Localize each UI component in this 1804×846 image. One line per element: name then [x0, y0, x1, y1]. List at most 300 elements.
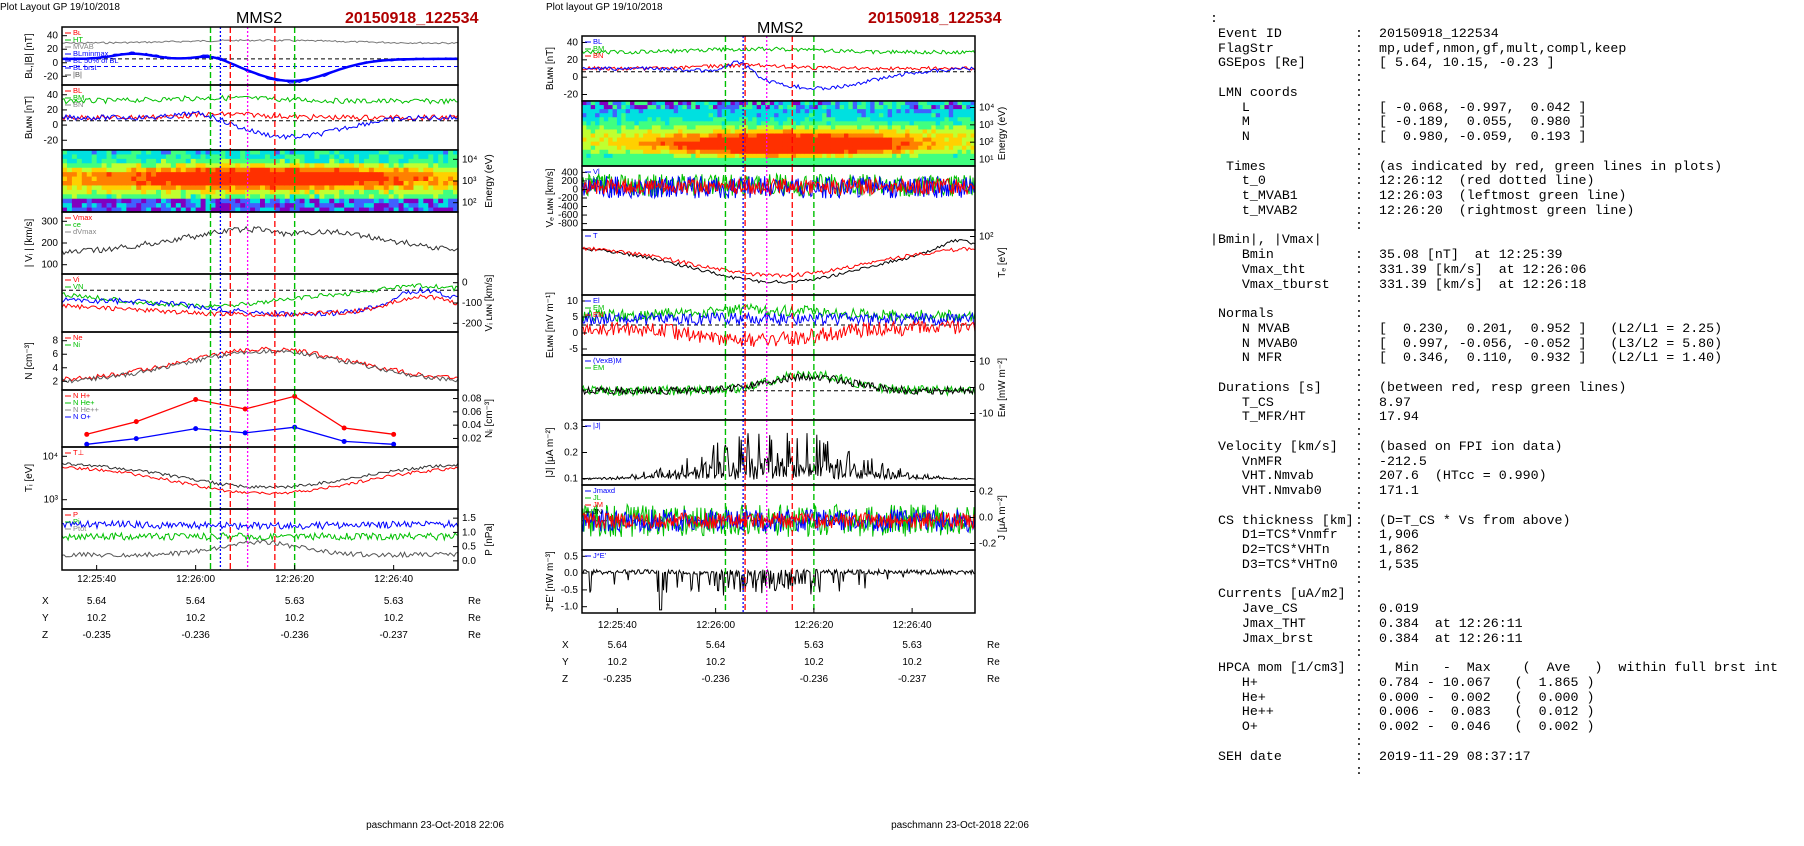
- spectrogram-cell: [840, 134, 845, 139]
- spectrogram-cell: [787, 113, 792, 118]
- spectrogram-cell: [770, 158, 775, 163]
- spectrogram-cell: [586, 134, 591, 139]
- spectrogram-cell: [936, 158, 941, 163]
- spectrogram-cell: [595, 134, 600, 139]
- spectrogram-cell: [648, 105, 653, 110]
- spectrogram-cell: [783, 129, 788, 134]
- spectrogram-cell: [438, 159, 443, 164]
- info-colon: :: [1355, 320, 1363, 336]
- spectrogram-cell: [418, 185, 423, 190]
- spectrogram-cell: [141, 181, 146, 186]
- y-tick-label: 0.04: [462, 420, 482, 432]
- spectrogram-cell: [354, 194, 359, 199]
- spectrogram-cell: [783, 125, 788, 130]
- legend-label: Bʟ: [73, 28, 82, 37]
- spectrogram-cell: [599, 146, 604, 151]
- spectrogram-cell: [591, 109, 596, 114]
- spectrogram-cell: [883, 113, 888, 118]
- spectrogram-cell: [630, 109, 635, 114]
- spectrogram-cell: [349, 185, 354, 190]
- spectrogram-cell: [161, 190, 166, 195]
- spectrogram-cell: [354, 168, 359, 173]
- spectrogram-cell: [314, 163, 319, 168]
- spectrogram-cell: [879, 142, 884, 147]
- legend-label: BN: [73, 100, 84, 109]
- spectrogram-cell: [844, 105, 849, 110]
- spectrogram-cell: [319, 154, 324, 159]
- spectrogram-cell: [62, 190, 67, 195]
- info-key: D3=TCS*VHTn0: [1210, 556, 1338, 572]
- spectrogram-cell: [840, 109, 845, 114]
- spectrogram-cell: [752, 109, 757, 114]
- spectrogram-cell: [669, 117, 674, 122]
- ne-trace: [62, 347, 458, 381]
- spectrogram-cell: [196, 163, 201, 168]
- spectrogram-cell: [265, 199, 270, 204]
- spectrogram-cell: [112, 203, 117, 208]
- spectrogram-cell: [196, 199, 201, 204]
- spectrogram-cell: [608, 105, 613, 110]
- spectrogram-cell: [97, 185, 102, 190]
- spectrogram-cell: [940, 158, 945, 163]
- spectrogram-cell: [448, 181, 453, 186]
- spectrogram-cell: [613, 105, 618, 110]
- panel-frame: [582, 230, 975, 295]
- spectrogram-cell: [853, 113, 858, 118]
- left-plot-title: MMS2: [236, 10, 283, 27]
- y-axis-label: Tₑ [eV]: [997, 247, 1008, 278]
- spectrogram-cell: [761, 121, 766, 126]
- info-row: [1210, 56, 1778, 71]
- spectrogram-cell: [586, 129, 591, 134]
- spectrogram-cell: [586, 138, 591, 143]
- spectrogram-cell: [191, 163, 196, 168]
- spectrogram-cell: [399, 203, 404, 208]
- spectrogram-cell: [748, 154, 753, 159]
- spectrogram-cell: [369, 194, 374, 199]
- spectrogram-cell: [696, 113, 701, 118]
- spectrogram-cell: [892, 121, 897, 126]
- spectrogram-cell: [617, 113, 622, 118]
- spectrogram-cell: [67, 168, 72, 173]
- spectrogram-cell: [709, 138, 714, 143]
- x-tick-label: 12:26:00: [176, 574, 216, 585]
- spectrogram-cell: [591, 154, 596, 159]
- spectrogram-cell: [374, 194, 379, 199]
- spectrogram-cell: [428, 177, 433, 182]
- spectrogram-cell: [275, 168, 280, 173]
- spectrogram-cell: [652, 129, 657, 134]
- spectrogram-cell: [805, 146, 810, 151]
- spectrogram-cell: [423, 168, 428, 173]
- spectrogram-cell: [822, 109, 827, 114]
- spectrogram-cell: [201, 190, 206, 195]
- spectrogram-cell: [166, 163, 171, 168]
- spectrogram-cell: [176, 168, 181, 173]
- spectrogram-cell: [394, 177, 399, 182]
- legend-label: Pi: [73, 517, 80, 526]
- spectrogram-cell: [796, 113, 801, 118]
- spectrogram-cell: [800, 150, 805, 155]
- spectrogram-cell: [201, 163, 206, 168]
- spectrogram-cell: [438, 181, 443, 186]
- y-tick-label: 300: [41, 216, 58, 228]
- spectrogram-cell: [966, 109, 971, 114]
- spectrogram-cell: [295, 154, 300, 159]
- spectrogram-cell: [682, 109, 687, 114]
- spectrogram-cell: [704, 109, 709, 114]
- spectrogram-cell: [678, 154, 683, 159]
- spectrogram-cell: [905, 154, 910, 159]
- spectrogram-cell: [131, 172, 136, 177]
- spectrogram-cell: [661, 113, 666, 118]
- spectrogram-cell: [141, 177, 146, 182]
- spectrogram-cell: [62, 185, 67, 190]
- spectrogram-cell: [77, 203, 82, 208]
- spectrogram-cell: [240, 203, 245, 208]
- spectrogram-cell: [344, 199, 349, 204]
- spectrogram-cell: [949, 138, 954, 143]
- spectrogram-cell: [260, 163, 265, 168]
- spectrogram-cell: [116, 203, 121, 208]
- spectrogram-cell: [334, 185, 339, 190]
- spectrogram-cell: [364, 181, 369, 186]
- spectrogram-cell: [717, 150, 722, 155]
- spectrogram-cell: [704, 129, 709, 134]
- spectrogram-cell: [682, 150, 687, 155]
- spectrogram-cell: [962, 125, 967, 130]
- spectrogram-cell: [735, 125, 740, 130]
- spectrogram-cell: [121, 168, 126, 173]
- info-row: [1210, 366, 1778, 381]
- spectrogram-cell: [822, 121, 827, 126]
- spectrogram-cell: [914, 125, 919, 130]
- y-tick-label: 10⁴: [42, 451, 58, 463]
- spectrogram-cell: [107, 159, 112, 164]
- spectrogram-cell: [779, 117, 784, 122]
- spectrogram-cell: [840, 105, 845, 110]
- spectrogram-cell: [409, 185, 414, 190]
- info-key: Jmax_brst: [1210, 630, 1314, 646]
- orbit-value: 10.2: [804, 657, 824, 668]
- spectrogram-cell: [691, 150, 696, 155]
- info-row: [1210, 12, 1778, 27]
- spectrogram-cell: [404, 190, 409, 195]
- spectrogram-cell: [116, 159, 121, 164]
- spectrogram-cell: [861, 158, 866, 163]
- spectrogram-cell: [652, 105, 657, 110]
- legend-label: EN: [593, 310, 604, 319]
- spectrogram-cell: [186, 194, 191, 199]
- y-tick-label: 0.3: [564, 421, 578, 433]
- spectrogram-cell: [648, 129, 653, 134]
- spectrogram-cell: [748, 134, 753, 139]
- spectrogram-cell: [700, 134, 705, 139]
- spectrogram-cell: [861, 109, 866, 114]
- info-key: N MVAB0: [1210, 335, 1298, 351]
- spectrogram-cell: [735, 109, 740, 114]
- spectrogram-cell: [116, 181, 121, 186]
- spectrogram-cell: [822, 146, 827, 151]
- info-row: [1210, 337, 1778, 352]
- spectrogram-cell: [626, 138, 631, 143]
- spectrogram-cell: [374, 154, 379, 159]
- spectrogram-cell: [621, 109, 626, 114]
- spectrogram-cell: [126, 190, 131, 195]
- spectrogram-cell: [265, 190, 270, 195]
- spectrogram-cell: [818, 105, 823, 110]
- bm-trace: [582, 47, 975, 54]
- info-key: Bmin: [1210, 247, 1274, 262]
- spectrogram-cell: [866, 138, 871, 143]
- spectrogram-cell: [800, 138, 805, 143]
- spectrogram-cell: [831, 125, 836, 130]
- spectrogram-cell: [608, 113, 613, 118]
- spectrogram-cell: [97, 172, 102, 177]
- spectrogram-cell: [151, 194, 156, 199]
- spectrogram-cell: [146, 181, 151, 186]
- info-key: Durations [s]: [1210, 379, 1322, 395]
- spectrogram-cell: [255, 168, 260, 173]
- spectrogram-cell: [300, 190, 305, 195]
- spectrogram-cell: [196, 159, 201, 164]
- spectrogram-cell: [648, 109, 653, 114]
- spectrogram-cell: [608, 109, 613, 114]
- right-panel-1: [545, 36, 975, 101]
- spectrogram-cell: [240, 194, 245, 199]
- spectrogram-cell: [818, 154, 823, 159]
- spectrogram-cell: [966, 129, 971, 134]
- spectrogram-cell: [418, 194, 423, 199]
- spectrogram-cell: [648, 113, 653, 118]
- spectrogram-cell: [735, 113, 740, 118]
- orbit-unit: Re: [987, 657, 1000, 668]
- spectrogram-cell: [285, 163, 290, 168]
- spectrogram-cell: [604, 154, 609, 159]
- spectrogram-cell: [923, 142, 928, 147]
- spectrogram-cell: [818, 134, 823, 139]
- spectrogram-cell: [713, 129, 718, 134]
- spectrogram-cell: [840, 150, 845, 155]
- spectrogram-cell: [250, 154, 255, 159]
- spectrogram-cell: [848, 113, 853, 118]
- spectrogram-cell: [949, 117, 954, 122]
- spectrogram-cell: [586, 142, 591, 147]
- spectrogram-cell: [953, 129, 958, 134]
- spectrogram-cell: [905, 150, 910, 155]
- spectrogram-cell: [687, 158, 692, 163]
- info-colon: :: [1355, 306, 1363, 321]
- spectrogram-cell: [621, 146, 626, 151]
- spectrogram-cell: [433, 185, 438, 190]
- spectrogram-cell: [687, 125, 692, 130]
- spectrogram-cell: [339, 190, 344, 195]
- spectrogram-cell: [599, 154, 604, 159]
- spectrogram-cell: [136, 181, 141, 186]
- spectrogram-cell: [634, 125, 639, 130]
- spectrogram-cell: [250, 194, 255, 199]
- spectrogram-cell: [700, 113, 705, 118]
- spectrogram-cell: [156, 190, 161, 195]
- y-tick-label: 10: [979, 356, 991, 368]
- spectrogram-cell: [927, 158, 932, 163]
- spectrogram-cell: [146, 168, 151, 173]
- spectrogram-cell: [62, 181, 67, 186]
- spectrogram-cell: [334, 177, 339, 182]
- spectrogram-cell: [379, 185, 384, 190]
- spectrogram-cell: [713, 109, 718, 114]
- spectrogram-cell: [344, 159, 349, 164]
- spectrogram-cell: [931, 146, 936, 151]
- spectrogram-cell: [176, 177, 181, 182]
- spectrogram-cell: [805, 117, 810, 122]
- spectrogram-cell: [879, 138, 884, 143]
- y-tick-label: 0.5: [462, 541, 476, 553]
- y-tick-label: -10: [979, 408, 994, 420]
- spectrogram-cell: [800, 117, 805, 122]
- spectrogram-cell: [822, 105, 827, 110]
- spectrogram-cell: [126, 172, 131, 177]
- spectrogram-cell: [319, 159, 324, 164]
- spectrogram-cell: [787, 109, 792, 114]
- spectrogram-cell: [966, 158, 971, 163]
- spectrogram-cell: [166, 177, 171, 182]
- spectrogram-cell: [783, 158, 788, 163]
- spectrogram-cell: [770, 134, 775, 139]
- spectrogram-cell: [82, 159, 87, 164]
- spectrogram-cell: [831, 105, 836, 110]
- spectrogram-cell: [235, 194, 240, 199]
- spectrogram-cell: [181, 159, 186, 164]
- spectrogram-cell: [280, 194, 285, 199]
- spectrogram-cell: [107, 194, 112, 199]
- spectrogram-cell: [687, 121, 692, 126]
- spectrogram-cell: [875, 125, 880, 130]
- info-colon: :: [1355, 84, 1363, 100]
- spectrogram-cell: [146, 185, 151, 190]
- spectrogram-cell: [116, 154, 121, 159]
- spectrogram-cell: [709, 150, 714, 155]
- info-colon: :: [1355, 40, 1363, 56]
- panel-frame: [62, 274, 458, 332]
- info-key: Times: [1210, 158, 1266, 174]
- spectrogram-cell: [196, 154, 201, 159]
- spectrogram-cell: [717, 121, 722, 126]
- spectrogram-cell: [300, 194, 305, 199]
- spectrogram-cell: [280, 177, 285, 182]
- spectrogram-cell: [285, 203, 290, 208]
- spectrogram-cell: [141, 203, 146, 208]
- spectrogram-cell: [888, 138, 893, 143]
- spectrogram-cell: [285, 185, 290, 190]
- spectrogram-cell: [940, 109, 945, 114]
- spectrogram-cell: [418, 163, 423, 168]
- spectrogram-cell: [840, 154, 845, 159]
- spectrogram-cell: [648, 150, 653, 155]
- spectrogram-cell: [166, 203, 171, 208]
- spectrogram-cell: [696, 125, 701, 130]
- spectrogram-cell: [443, 168, 448, 173]
- spectrogram-cell: [914, 146, 919, 151]
- spectrogram-cell: [433, 163, 438, 168]
- spectrogram-cell: [704, 113, 709, 118]
- spectrogram-cell: [97, 168, 102, 173]
- y-tick-label: -20: [43, 71, 58, 83]
- spectrogram-cell: [131, 181, 136, 186]
- spectrogram-cell: [349, 177, 354, 182]
- spectrogram-cell: [349, 199, 354, 204]
- spectrogram-cell: [927, 154, 932, 159]
- spectrogram-cell: [191, 154, 196, 159]
- spectrogram-cell: [201, 185, 206, 190]
- vi-trace: [62, 227, 458, 255]
- spectrogram-cell: [319, 199, 324, 204]
- legend-label: VN: [73, 282, 84, 291]
- info-row: [1210, 248, 1778, 263]
- spectrogram-cell: [656, 129, 661, 134]
- spectrogram-cell: [717, 113, 722, 118]
- orbit-value: 5.63: [804, 640, 824, 651]
- spectrogram-cell: [586, 154, 591, 159]
- orbit-value: -0.235: [603, 674, 632, 685]
- spectrogram-cell: [757, 154, 762, 159]
- spectrogram-cell: [840, 138, 845, 143]
- spectrogram-cell: [744, 146, 749, 151]
- spectrogram-cell: [914, 154, 919, 159]
- spectrogram-cell: [691, 105, 696, 110]
- spectrogram-cell: [87, 168, 92, 173]
- spectrogram-cell: [752, 138, 757, 143]
- left-plot-event: 20150918_122534: [345, 10, 479, 27]
- spectrogram-cell: [107, 185, 112, 190]
- spectrogram-cell: [438, 172, 443, 177]
- spectrogram-cell: [295, 177, 300, 182]
- spectrogram-cell: [186, 203, 191, 208]
- spectrogram-cell: [848, 129, 853, 134]
- y-tick-label: 10³: [462, 176, 477, 187]
- spectrogram-cell: [339, 185, 344, 190]
- spectrogram-cell: [604, 134, 609, 139]
- y-axis-label: Energy (eV): [997, 106, 1008, 161]
- spectrogram-cell: [892, 138, 897, 143]
- spectrogram-cell: [369, 199, 374, 204]
- spectrogram-cell: [914, 129, 919, 134]
- right-panel-6: [582, 355, 1008, 420]
- spectrogram-cell: [369, 172, 374, 177]
- spectrogram-cell: [848, 146, 853, 151]
- spectrogram-cell: [857, 125, 862, 130]
- spectrogram-cell: [171, 185, 176, 190]
- spectrogram-cell: [92, 168, 97, 173]
- spectrogram-cell: [181, 177, 186, 182]
- orbit-label: X: [42, 596, 49, 607]
- spectrogram-cell: [787, 117, 792, 122]
- spectrogram-cell: [235, 163, 240, 168]
- spectrogram-cell: [176, 194, 181, 199]
- spectrogram-cell: [418, 159, 423, 164]
- info-key: H+: [1210, 674, 1258, 690]
- o-plus-point: [84, 442, 89, 447]
- info-colon: :: [1355, 615, 1363, 631]
- spectrogram-cell: [735, 142, 740, 147]
- spectrogram-cell: [757, 105, 762, 110]
- legend-label: Vmax: [73, 213, 93, 222]
- spectrogram-cell: [176, 159, 181, 164]
- spectrogram-cell: [161, 199, 166, 204]
- spectrogram-cell: [927, 113, 932, 118]
- spectrogram-cell: [591, 138, 596, 143]
- spectrogram-cell: [186, 163, 191, 168]
